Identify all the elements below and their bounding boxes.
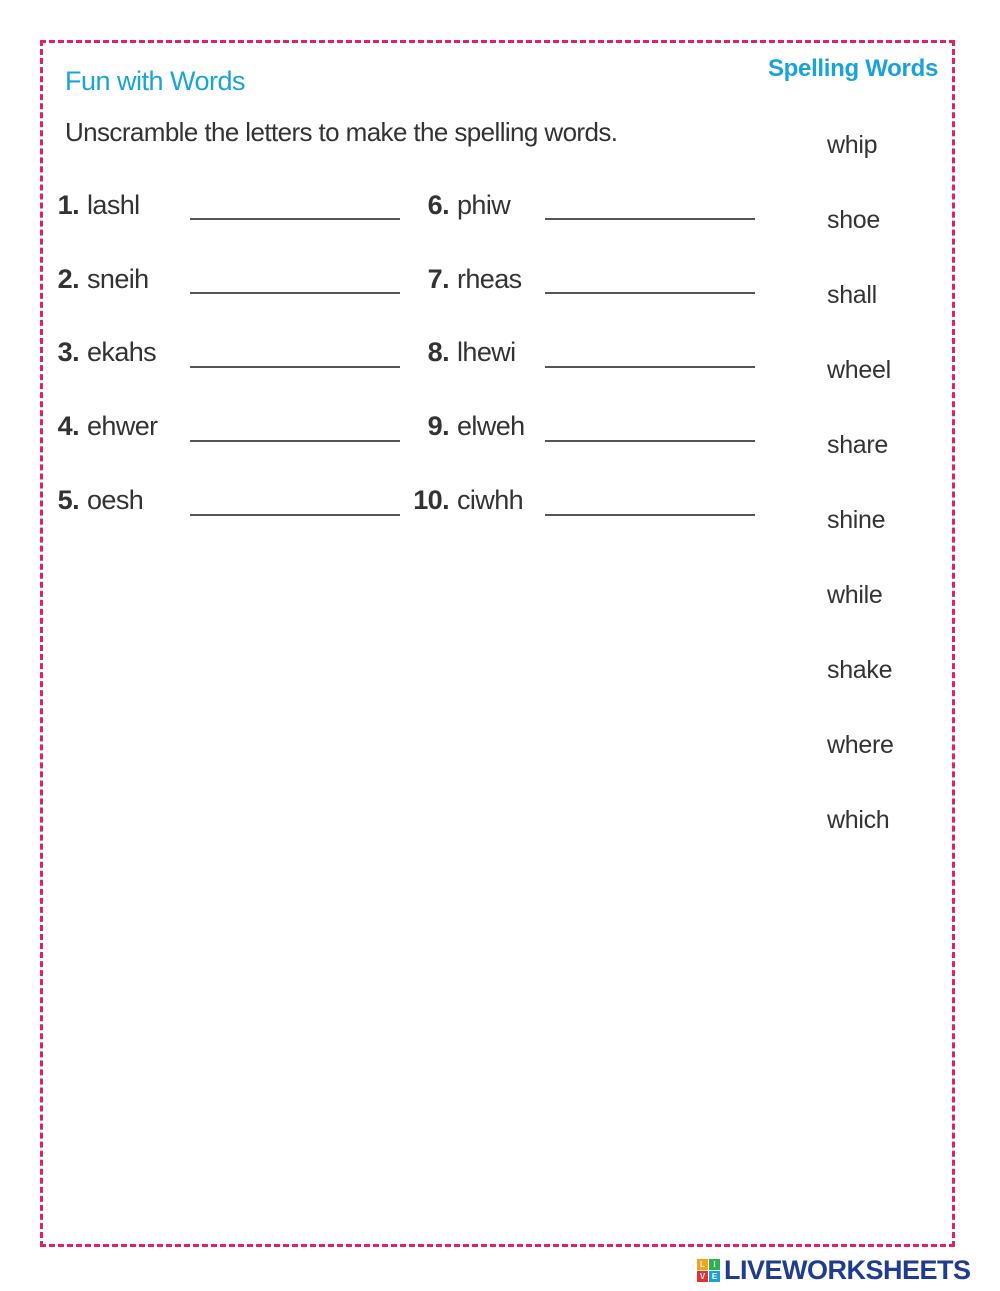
worksheet-title: Fun with Words xyxy=(65,66,246,96)
logo-mark-letter: I xyxy=(709,1259,720,1270)
word-bank-item: shoe xyxy=(827,206,881,234)
answer-line-3[interactable] xyxy=(190,366,400,368)
word-bank-item: whip xyxy=(827,131,878,159)
scrambled-word: elweh xyxy=(457,411,525,441)
scrambled-word: ekahs xyxy=(87,337,157,367)
word-bank-item: wheel xyxy=(827,356,891,384)
problem-10 xyxy=(404,485,523,525)
problem-number: 1. xyxy=(57,190,79,220)
problem-number: 8. xyxy=(427,337,449,367)
answer-line-4[interactable] xyxy=(190,440,400,442)
problem-number: 5. xyxy=(57,485,79,515)
answer-line-10[interactable] xyxy=(545,514,755,516)
logo-mark-letter: E xyxy=(709,1271,720,1282)
scrambled-word: phiw xyxy=(457,190,511,220)
problem-number: 2. xyxy=(57,264,79,294)
scrambled-word: ehwer xyxy=(87,411,158,441)
liveworksheets-logo xyxy=(697,1255,971,1285)
problem-5 xyxy=(34,485,143,525)
answer-line-5[interactable] xyxy=(190,514,400,516)
word-bank-item: while xyxy=(827,581,883,609)
logo-mark-icon xyxy=(697,1259,720,1282)
scrambled-word: ciwhh xyxy=(457,485,524,515)
problem-number: 4. xyxy=(57,411,79,441)
problem-3 xyxy=(34,337,156,377)
answer-line-9[interactable] xyxy=(545,440,755,442)
word-bank-item: which xyxy=(827,806,890,834)
answer-line-1[interactable] xyxy=(190,218,400,220)
problem-number: 10. xyxy=(413,485,449,515)
problem-7 xyxy=(404,264,522,304)
scrambled-word: lhewi xyxy=(457,337,516,367)
word-bank-item: where xyxy=(827,731,894,759)
problem-9 xyxy=(404,411,525,451)
word-bank-list xyxy=(827,125,894,875)
word-bank-item: share xyxy=(827,431,889,459)
answer-line-8[interactable] xyxy=(545,366,755,368)
problem-2 xyxy=(34,264,149,304)
word-bank-heading: Spelling Words xyxy=(767,55,938,82)
answer-line-7[interactable] xyxy=(545,292,755,294)
problem-4 xyxy=(34,411,158,451)
scrambled-word: oesh xyxy=(87,485,144,515)
problem-6 xyxy=(404,190,510,230)
word-bank-item: shake xyxy=(827,656,893,684)
answer-line-6[interactable] xyxy=(545,218,755,220)
problem-number: 3. xyxy=(57,337,79,367)
logo-mark-letter: V xyxy=(697,1271,708,1282)
problem-8 xyxy=(404,337,516,377)
scrambled-word: rheas xyxy=(457,264,522,294)
word-bank-item: shall xyxy=(827,281,877,309)
answer-line-2[interactable] xyxy=(190,292,400,294)
problem-number: 6. xyxy=(427,190,449,220)
problem-number: 7. xyxy=(427,264,449,294)
instructions: Unscramble the letters to make the spelling words. xyxy=(65,117,618,147)
logo-mark-letter: L xyxy=(697,1259,708,1270)
logo-text: LIVEWORKSHEETS xyxy=(724,1254,971,1285)
problem-number: 9. xyxy=(427,411,449,441)
word-bank-item: shine xyxy=(827,506,886,534)
problem-1 xyxy=(34,190,140,230)
scrambled-word: sneih xyxy=(87,264,149,294)
scrambled-word: lashl xyxy=(87,190,140,220)
